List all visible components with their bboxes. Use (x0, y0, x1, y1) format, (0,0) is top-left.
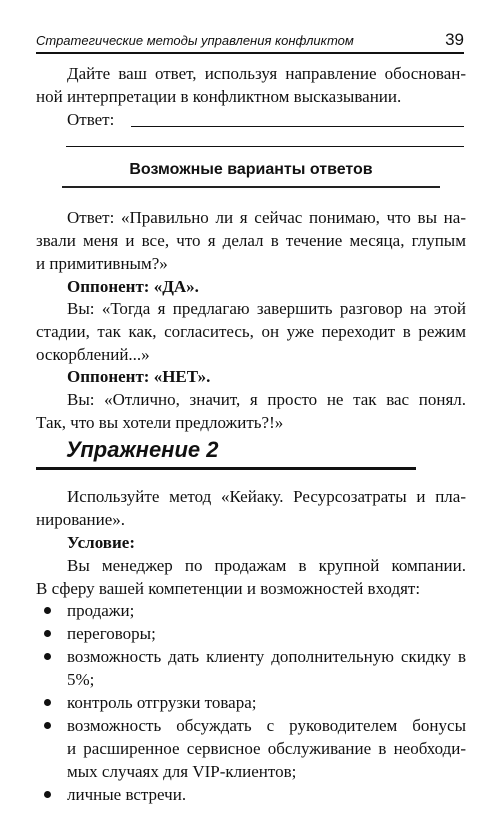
bullet-marker (44, 791, 51, 798)
section-title: Возможные варианты ответов (129, 161, 373, 178)
page-number: 39 (445, 30, 464, 49)
answer-text-line: и примитивным?» (36, 254, 168, 273)
opponent-yes-label: Оппонент: «ДА». (67, 277, 199, 296)
bullet-marker (44, 653, 51, 660)
section-title-rule (62, 186, 440, 188)
method-line: Используйте метод «Кейаку. Ресурсозатраты и пла- (67, 487, 466, 506)
bullet-marker (44, 699, 51, 706)
running-header (36, 30, 464, 54)
reply-line: оскорблений...» (36, 345, 150, 364)
bullet-item-text: возможность дать клиенту дополнительную скидку в (67, 647, 466, 666)
reply-line: Вы: «Тогда я предлагаю завершить разговор на этой (67, 299, 466, 318)
condition-line: В сферу вашей компетенции и возможностей входят: (36, 579, 421, 598)
bullet-item-text: личные встречи. (67, 785, 187, 804)
bullet-item-text: и расширенное сервисное обслуживание в необходи- (67, 739, 466, 758)
bullet-marker (44, 607, 51, 614)
intro-line-2: ной интерпретации в конфликтном высказывании. (36, 87, 402, 106)
opponent-no-label: Оппонент: «НЕТ». (67, 367, 211, 386)
reply-line: Вы: «Отлично, значит, я просто не так вас понял. (67, 390, 466, 409)
bullet-marker (44, 630, 51, 637)
reply-line: Так, что вы хотели предложить?!» (36, 413, 284, 432)
intro-line-1: Дайте ваш ответ, используя направление обоснован- (67, 64, 466, 83)
bullet-item-text: контроль отгрузки товара; (67, 693, 257, 712)
answer-text-line: Ответ: «Правильно ли я сейчас понимаю, что вы на- (67, 208, 466, 227)
bullet-item-text: переговоры; (67, 624, 156, 643)
answer-blank-line-1 (131, 126, 464, 127)
bullet-item-text: возможность обсуждать с руководителем бонусы (67, 716, 466, 735)
condition-line: Вы менеджер по продажам в крупной компании. (67, 556, 466, 575)
bullet-marker (44, 722, 51, 729)
answer-blank-line-2 (66, 146, 464, 147)
answer-text-line: звали меня и все, что я делал в течение месяца, глупым (36, 231, 466, 250)
exercise-heading-rule (36, 467, 416, 470)
bullet-item-text: 5%; (67, 670, 95, 689)
running-title: Стратегические методы управления конфликтом (36, 33, 354, 48)
condition-label: Условие: (67, 533, 135, 552)
exercise-heading: Упражнение 2 (66, 437, 219, 462)
reply-line: стадии, так как, согласитесь, он уже переходит в режим (36, 322, 466, 341)
method-line: нирование». (36, 510, 126, 529)
bullet-item-text: продажи; (67, 601, 135, 620)
bullet-item-text: мых случаях для VIP-клиентов; (67, 762, 297, 781)
answer-label: Ответ: (67, 110, 115, 129)
